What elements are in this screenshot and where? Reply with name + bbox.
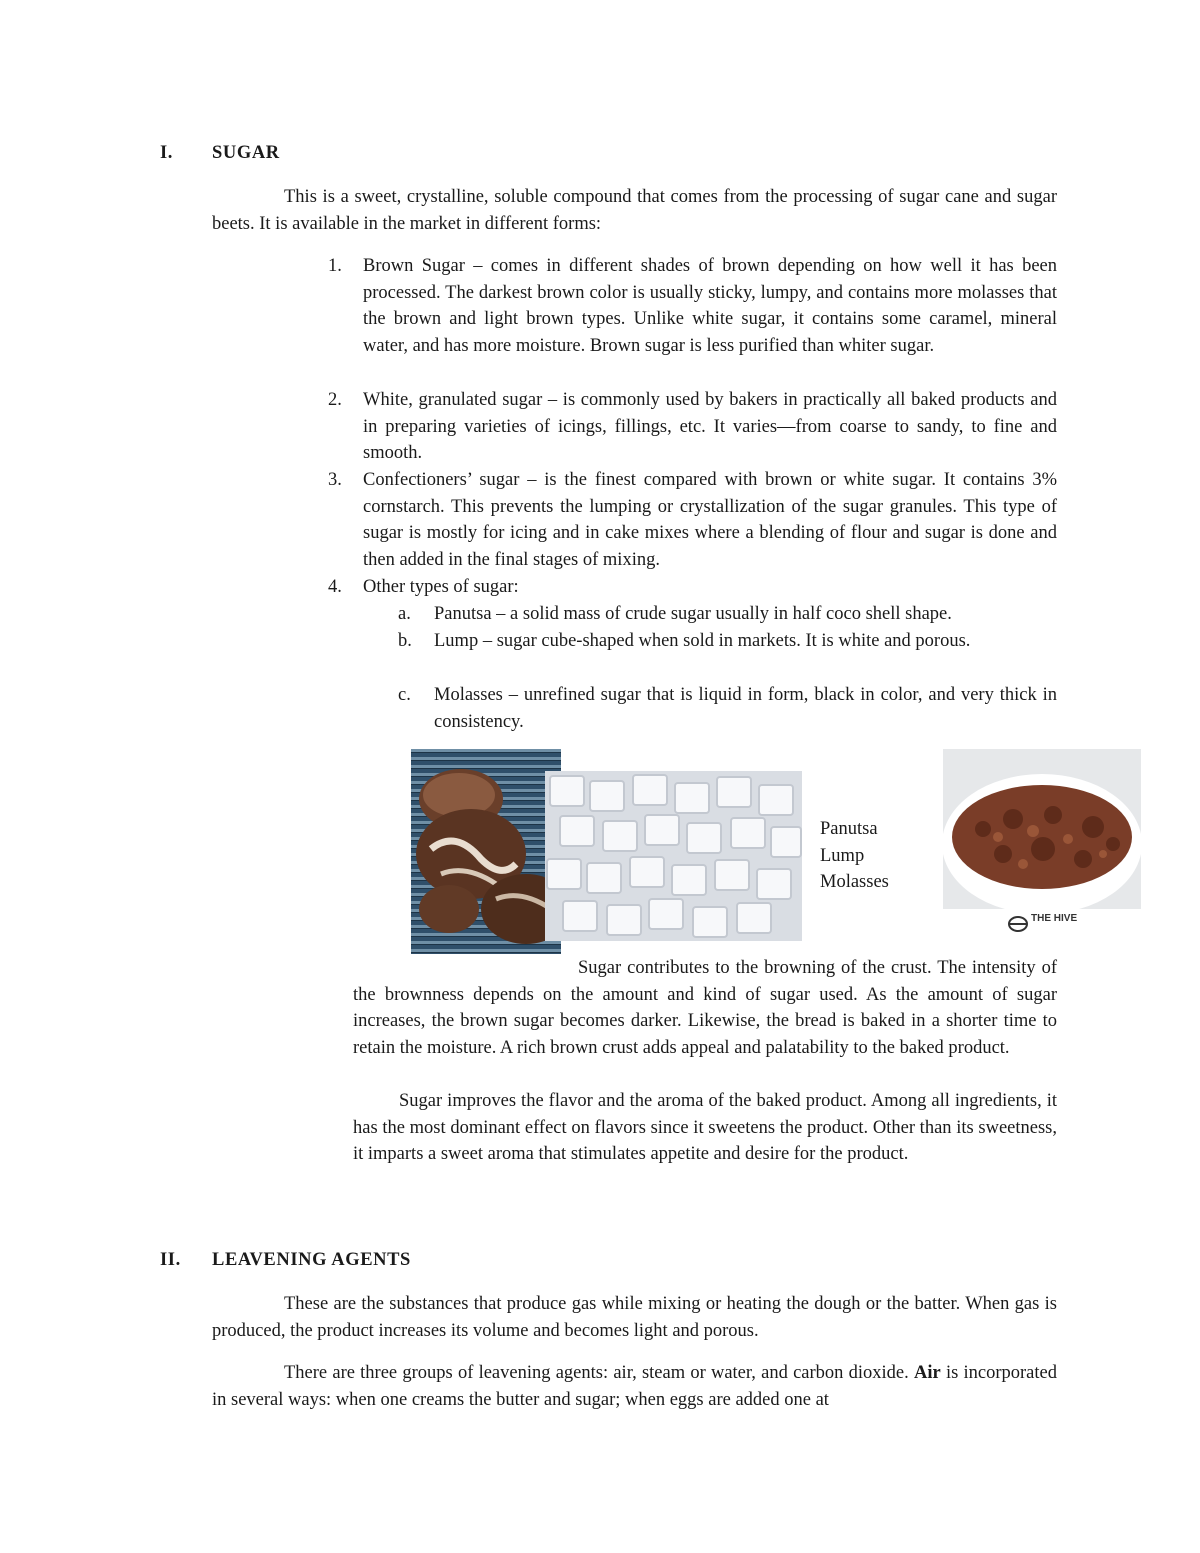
list-number-1: 1.: [328, 256, 342, 276]
section-numeral-1: I.: [160, 143, 174, 163]
sublist-item-panutsa: Panutsa – a solid mass of crude sugar usually in half coco shell shape.: [434, 604, 952, 624]
hive-logo-text: THE HIVE: [1031, 913, 1078, 924]
list-number-4: 4.: [328, 577, 342, 597]
leavening-groups-paragraph: [212, 1360, 1057, 1413]
leavening-groups-text-start: There are three groups of leavening agents: air, steam or water, and carbon dioxide.: [284, 1363, 914, 1383]
sublist-letter-c: c.: [398, 685, 411, 705]
section-title-leavening: LEAVENING AGENTS: [212, 1250, 411, 1270]
list-item-other-sugar: Other types of sugar:: [363, 577, 519, 597]
leavening-intro-paragraph: These are the substances that produce gas while mixing or heating the dough or the batter. When gas is produced, the product increases its volume and becomes light and porous.: [212, 1294, 1057, 1341]
list-number-3: 3.: [328, 470, 342, 490]
sugar-flavor-paragraph: Sugar improves the flavor and the aroma of the baked product. Among all ingredients, it has the most dominant effect on flavors since it sweetens the product. Other than its sweetness, it imparts a sweet aroma that stimulates appetite and desire for the product.: [353, 1091, 1057, 1165]
sugar-browning-paragraph: Sugar contributes to the browning of the crust. The intensity of the brownness depends on the amount and kind of sugar used. As the amount of sugar increases, the brown sugar becomes darker. Likewise, the bread is baked in a shorter time to retain the moisture. A rich brown crust adds appeal and palatability to the baked product.: [353, 958, 1057, 1059]
leavening-air-term: Air: [914, 1363, 941, 1383]
list-item-brown-sugar: Brown Sugar – comes in different shades of brown depending on how well it has been processed. The darkest brown color is usually sticky, lumpy, and contains more molasses that the brown and light brown types. Unlike white sugar, it contains some caramel, mineral water, and has more moisture. Brown sugar is less purified than whiter sugar.: [363, 256, 1057, 357]
molasses-image: [943, 749, 1141, 948]
sublist-item-lump: Lump – sugar cube-shaped when sold in markets. It is white and porous.: [434, 631, 971, 651]
lump-sugar-image: [545, 771, 802, 941]
leavening-groups-text-end: is incorporated in several ways: when one creams the butter and sugar; when eggs are added one at: [212, 1363, 1057, 1410]
sugar-intro-paragraph: This is a sweet, crystalline, soluble compound that comes from the processing of sugar cane and sugar beets. It is available in the market in different forms:: [212, 187, 1057, 234]
list-item-confectioners-sugar: Confectioners’ sugar – is the finest compared with brown or white sugar. It contains 3% cornstarch. This prevents the lumping or crystallization of the sugar granules. This type of sugar is mostly for icing and in cake mixes where a blending of flour and sugar is done and then added in the final stages of mixing.: [363, 470, 1057, 571]
panutsa-image: [411, 749, 561, 954]
sublist-item-molasses: Molasses – unrefined sugar that is liquid in form, black in color, and very thick in consistency.: [434, 685, 1057, 732]
section-numeral-2: II.: [160, 1250, 181, 1270]
list-number-2: 2.: [328, 390, 342, 410]
list-item-white-sugar: White, granulated sugar – is commonly used by bakers in practically all baked products and in preparing varieties of icings, fillings, etc. It varies—from coarse to sandy, to fine and smooth.: [363, 390, 1057, 464]
image-captions: [820, 816, 889, 896]
sublist-letter-a: a.: [398, 604, 411, 624]
caption-molasses: Molasses: [820, 872, 889, 893]
caption-lump: Lump: [820, 845, 865, 866]
section-title-sugar: SUGAR: [212, 143, 280, 163]
caption-panutsa: Panutsa: [820, 819, 878, 839]
sublist-letter-b: b.: [398, 631, 412, 651]
